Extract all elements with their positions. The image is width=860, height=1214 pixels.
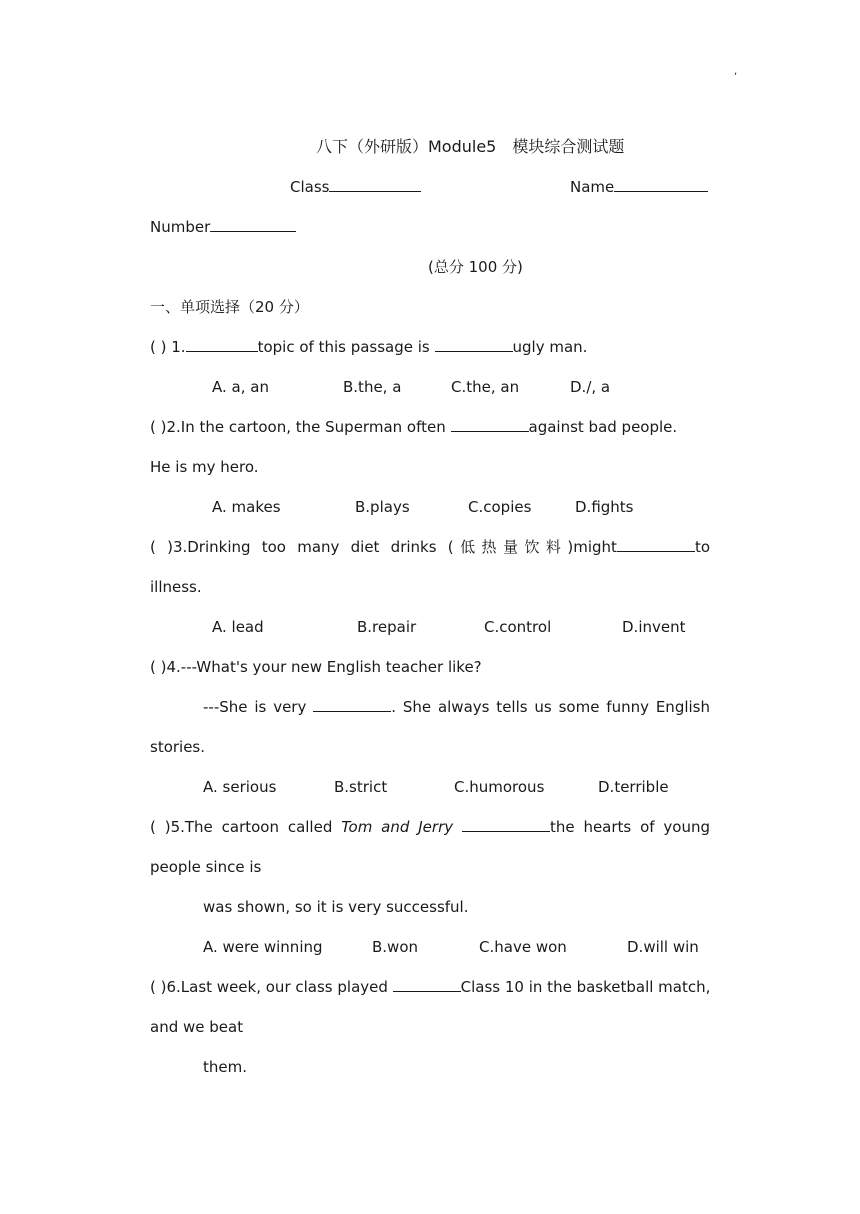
q5-option-b[interactable]: B.won [372,938,419,956]
q1-mid: topic of this passage is [257,338,435,356]
q1-option-a[interactable]: A. a, an [212,378,269,396]
page-title: 八下（外研版）Module5 模块综合测试题 [316,137,625,156]
name-field [570,177,708,197]
question-2 [150,417,677,437]
class-field [290,177,421,197]
question-4 [150,657,482,677]
blank[interactable] [617,537,695,552]
q4-prefix: 4.---What's your new English teacher like? [166,658,482,676]
q3-suffix: to [694,538,710,556]
section-title: 一、单项选择（20 分） [150,298,309,316]
name-label: Name [570,178,615,196]
q3-option-a[interactable]: A. lead [212,618,264,636]
q2-option-c[interactable]: C.copies [468,498,532,516]
q1-option-d[interactable]: D./, a [570,378,611,396]
blank[interactable] [451,417,529,432]
q5-title-italic: Tom and Jerry [341,818,454,836]
q6-continuation-1: and we beat [150,1018,244,1036]
q2-option-b[interactable]: B.plays [355,498,410,516]
answer-bracket[interactable]: ( ) [150,418,167,436]
class-label: Class [290,178,330,196]
q3-option-b[interactable]: B.repair [357,618,417,636]
q5-option-d[interactable]: D.will win [627,938,699,956]
question-6 [150,977,710,997]
q1-option-b[interactable]: B.the, a [343,378,402,396]
class-blank[interactable] [329,177,421,192]
q4-option-d[interactable]: D.terrible [598,778,669,796]
q5-continuation-2: was shown, so it is very successful. [203,898,469,916]
q6-continuation-2: them. [203,1058,247,1076]
q2-continuation: He is my hero. [150,458,259,476]
q1-suffix: ugly man. [512,338,588,356]
q4-continuation: stories. [150,738,206,756]
blank[interactable] [462,817,550,832]
q6-suffix: Class 10 in the basketball match, [460,978,711,996]
q1-option-c[interactable]: C.the, an [451,378,520,396]
q3-continuation: illness. [150,578,202,596]
q5-prefix: 5.The cartoon called [170,818,342,836]
answer-bracket[interactable]: ( ) [150,818,171,836]
q6-prefix: 6.Last week, our class played [166,978,393,996]
q3-prefix: 3.Drinking too many diet drinks (低热量饮料)might [172,538,617,556]
q4-option-c[interactable]: C.humorous [454,778,545,796]
q2-suffix: against bad people. [528,418,678,436]
number-field [150,217,296,237]
corner-mark: , [734,66,738,77]
q4-answer-suffix: . She always tells us some funny English [391,698,710,716]
answer-bracket[interactable]: ( ) [150,978,167,996]
name-blank[interactable] [614,177,708,192]
q5-suffix: the hearts of young [549,818,710,836]
q5-continuation-1: people since is [150,858,262,876]
answer-bracket[interactable]: ( ) [150,658,167,676]
number-label: Number [150,218,211,236]
number-blank[interactable] [210,217,296,232]
blank-1[interactable] [186,337,258,352]
blank[interactable] [313,697,391,712]
q4-answer-line [203,697,710,717]
q5-option-c[interactable]: C.have won [479,938,567,956]
question-3 [150,537,710,557]
q2-option-a[interactable]: A. makes [212,498,281,516]
blank-2[interactable] [435,337,513,352]
q2-option-d[interactable]: D.fights [575,498,634,516]
question-5 [150,817,710,837]
answer-bracket[interactable]: ( ) [150,338,167,356]
q3-option-d[interactable]: D.invent [622,618,686,636]
q2-prefix: 2.In the cartoon, the Superman often [166,418,451,436]
question-1 [150,337,587,357]
q5-option-a[interactable]: A. were winning [203,938,323,956]
total-score: (总分 100 分) [428,258,523,276]
blank[interactable] [393,977,461,992]
answer-bracket[interactable]: ( ) [150,538,173,556]
q4-option-a[interactable]: A. serious [203,778,277,796]
q4-option-b[interactable]: B.strict [334,778,388,796]
q4-answer-prefix: ---She is very [203,698,314,716]
q1-prefix: 1. [171,338,186,356]
q3-option-c[interactable]: C.control [484,618,552,636]
